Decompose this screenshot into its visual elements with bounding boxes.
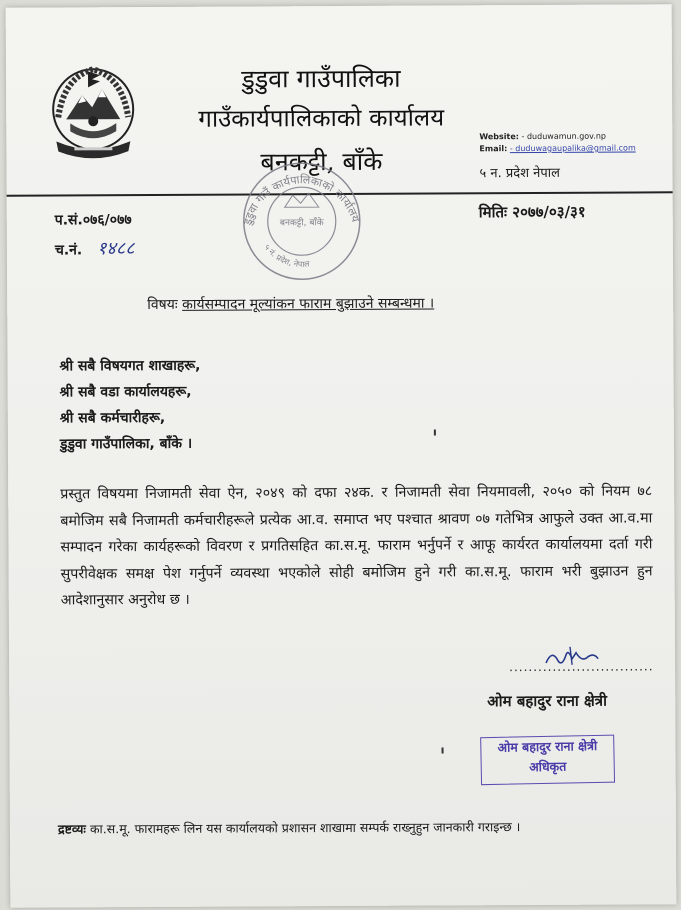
seal-title: अधिकृत <box>528 758 567 775</box>
email-value: - duduwagaupalika@gmail.com <box>509 143 636 154</box>
website-label: Website: <box>479 132 520 142</box>
addressee-line: श्री सबै वडा कार्यालयहरू, <box>59 383 192 401</box>
subject-line <box>147 294 434 315</box>
stamp-inner-text: बनकट्टी, बाँके <box>279 218 324 229</box>
subject-label: विषयः <box>147 296 178 314</box>
stamp-bottom-text: ५ नं. प्रदेश, नेपाल <box>262 242 310 269</box>
addressee-line: श्री सबै विषयगत शाखाहरू, <box>59 357 201 375</box>
office-name: डुडुवा गाउँपालिका <box>241 63 401 94</box>
website-line <box>479 132 606 142</box>
nepal-emblem-icon <box>44 57 143 170</box>
footnote-label: द्रष्टव्यः <box>57 821 86 837</box>
subject-value: कार्यसम्पादन मूल्यांकन फाराम बुझाउने सम्बन्धमा । <box>182 295 435 313</box>
dispatch-number-label: च.नं. <box>54 242 83 259</box>
addressee-line: डुडुवा गाउँपालिका, बाँके । <box>59 435 193 453</box>
dispatch-number-line <box>55 236 135 260</box>
letter-body: प्रस्तुत विषयमा निजामती सेवा ऐन, २०४९ को दफा २४क. र निजामती सेवा नियमावली, २०५० को नियम ७८ बमोजिम सबै निजामती कर्मचारीहरूले प्रत्येक आ.व. समाप्त भए पश्चात श्रावण ०७ गतेभित्र आफुले उक्त आ.व.मा सम्पादन गरेका कार्यहरूको विवरण र प्रगतिसहित का.स.मू. फाराम भर्नुपर्ने र आफू कार्यरत कार्यालयमा दर्ता गरी सुपरीवेक्षक समक्ष पेश गर्नुपर्ने व्यवस्था भएकोले सोही बमोजिम हुने गरी का.स.मू. फाराम भरी बुझाउन हुन आदेशानुसार अनुरोध छ । <box>60 483 653 609</box>
letter-date: मितिः २०७७/०३/३१ <box>478 202 586 222</box>
seal-name: ओम बहादुर राना क्षेत्री <box>497 737 598 755</box>
name-seal <box>480 735 615 786</box>
office-title: गाउँकार्यपालिकाको कार्यालय <box>198 103 445 133</box>
office-stamp <box>232 151 371 284</box>
ink-speck <box>434 430 436 436</box>
letter-page <box>6 4 677 907</box>
ink-speck <box>442 747 444 753</box>
website-value: - duduwamun.gov.np <box>521 131 606 142</box>
province-text: ५ न. प्रदेश नेपाल <box>479 165 560 182</box>
dispatch-number-value: १४८८ <box>97 238 135 260</box>
footnote <box>58 815 648 840</box>
svg-text:५ नं. प्रदेश, नेपाल <box>262 243 310 269</box>
email-label: Email: <box>479 144 508 154</box>
footnote-text: का.स.मू. फारामहरू लिन यस कार्यालयको प्रशासन शाखामा सम्पर्क राख्नुहुन जानकारी गराइन्छ । <box>89 819 521 837</box>
stamp-outer-text: डुडुवा गाउँ कार्यपालिकाको कार्यालय <box>241 173 362 227</box>
email-line <box>479 143 635 153</box>
office-location: बनकट्टी, बाँके <box>260 146 383 177</box>
addressee-line: श्री सबै कर्मचारीहरू, <box>59 409 166 427</box>
signature-dots: .............................. <box>509 659 654 675</box>
signatory-name: ओम बहादुर राना क्षेत्री <box>487 691 607 711</box>
reference-number: प.सं.०७६/०७७ <box>54 212 132 229</box>
